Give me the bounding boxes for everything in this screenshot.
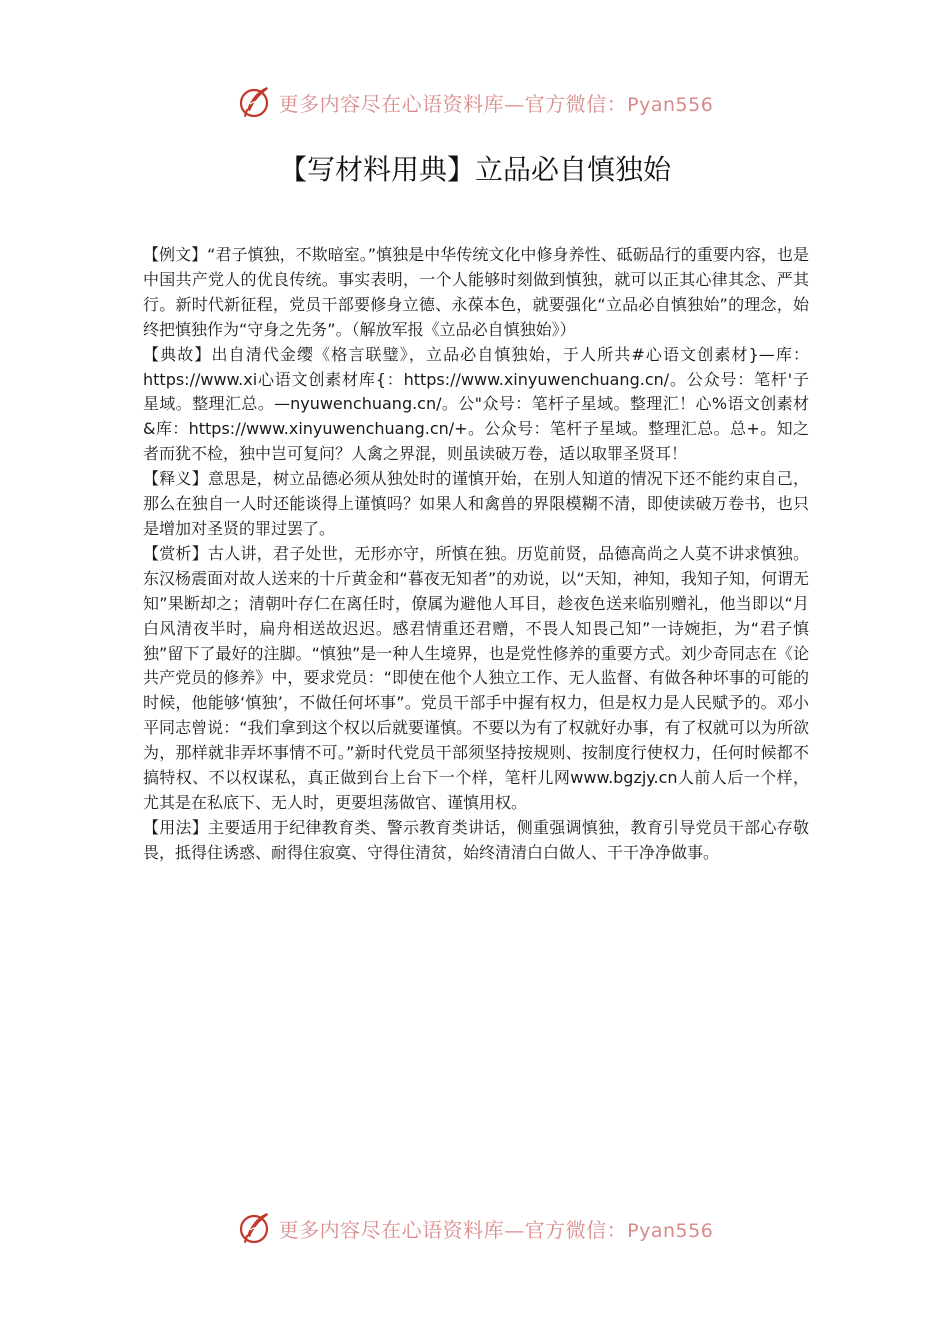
section-text: 古人讲，君子处世，无形亦守，所慎在独。历览前贤，品德高尚之人莫不讲求慎独。东汉杨震面对故人送来的十斤黄金和“暮夜无知者”的劝说，以“天知，神知，我知子知，何谓无知”果断却之；清朝叶存仁在离任时，僚属为避他人耳目，趁夜色送来临别赠礼，他当即以“月白风清夜半时，扁舟相送故迟迟。感君情重还君赠，不畏人知畏己知”一诗婉拒，为“君子慎独”留下了最好的注脚。“慎独”是一种人生境界，也是党性修养的重要方式。刘少奇同志在《论共产党员的修养》中，要求党员：“即使在他个人独立工作、无人监督、有做各种坏事的可能的时候，他能够‘慎独’，不做任何坏事”。党员干部手中握有权力，但是权力是人民赋予的。邓小平同志曾说：“我们拿到这个权以后就要谨慎。不要以为有了权就好办事，有了权就可以为所欲为，那样就非弄坏事情不可。”新时代党员干部须坚持按规则、按制度行使权力，任何时候都不搞特权、不以权谋私，真正做到台上台下一个样，笔杆儿网www.bgzjy.cn人前人后一个样，尤其是在私底下、无人时，更要坦荡做官、谨慎用权。 [143,543,809,812]
section-usage [143,816,809,866]
section-text: 意思是，树立品德必须从独处时的谨慎开始，在别人知道的情况下还不能约束自己，那么在独自一人时还能谈得上谨慎吗？如果人和禽兽的界限模糊不清，即使读破万卷书，也只是增加对圣贤的罪过罢了。 [143,469,809,538]
section-text: 出自清代金缨《格言联璧》，立品必自慎独始，于人所共#心语文创素材}—库：https://www.xi心语文创素材库{：https://www.xinyuwenchuang.cn/。公众号：笔杆'子星域。整理汇总。—nyuwenchuang.cn/。公"众号：笔杆子星域。整理汇！心%语文创素材&库：https://www.xinyuwenchuang.cn/+。公众号：笔杆子星域。整理汇总。总+。知之者而犹不检，独中岂可复问？人禽之界混，则虽读破万卷，适以取罪圣贤耳！ [143,344,809,464]
document-body [143,243,809,866]
footer-watermark-banner [0,1210,950,1246]
section-appreciation [143,542,809,816]
watermark-text: 更多内容尽在心语资料库—官方微信：Pyan556 [278,91,714,116]
watermark-text: 更多内容尽在心语资料库—官方微信：Pyan556 [278,1217,714,1242]
section-example [143,243,809,343]
section-tag: 【用法】 [143,817,208,837]
section-origin [143,343,809,468]
quill-pen-logo-icon [237,84,273,120]
header-watermark-banner [0,84,950,120]
section-tag: 【释义】 [143,469,208,489]
section-text: “君子慎独，不欺暗室。”慎独是中华传统文化中修身养性、砥砺品行的重要内容，也是中国共产党人的优良传统。事实表明，一个人能够时刻做到慎独，就可以正其心律其念、严其行。新时代新征程，党员干部要修身立德、永葆本色，就要强化“立品必自慎独始”的理念，始终把慎独作为“守身之先务”。（解放军报《立品必自慎独始》） [143,245,809,339]
page-title: 【写材料用典】立品必自慎独始 [278,153,671,186]
section-meaning [143,467,809,542]
section-tag: 【典故】 [143,344,212,364]
section-tag: 【赏析】 [143,543,208,563]
wechat-handle: Pyan556 [627,1219,714,1242]
section-text: 主要适用于纪律教育类、警示教育类讲话，侧重强调慎独，教育引导党员干部心存敬畏，抵得住诱惑、耐得住寂寞、守得住清贫，始终清清白白做人、干干净净做事。 [143,817,809,862]
quill-pen-logo-icon [237,1210,273,1246]
section-tag: 【例文】 [143,245,208,264]
wechat-handle: Pyan556 [627,93,714,116]
